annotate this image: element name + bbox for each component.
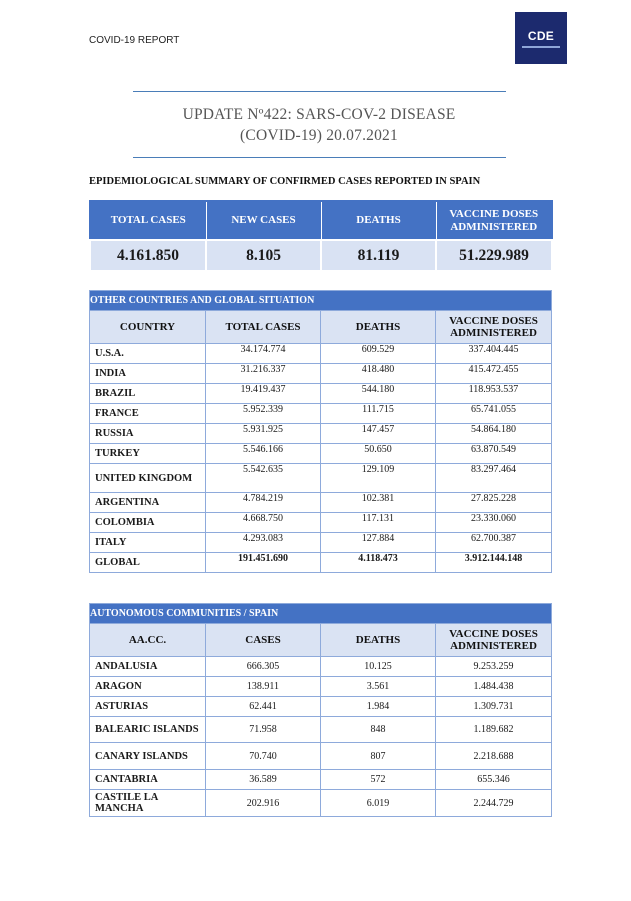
countries-banner: OTHER COUNTRIES AND GLOBAL SITUATION <box>90 291 552 311</box>
table-row <box>90 790 552 817</box>
region-name: CASTILE LA MANCHA <box>90 790 206 817</box>
region-vaccine-doses: 1.484.438 <box>436 677 552 697</box>
region-cases: 666.305 <box>206 657 321 677</box>
country-vaccine-doses: 118.953.537 <box>436 384 552 404</box>
table-row <box>90 404 552 424</box>
country-deaths: 127.884 <box>321 533 436 553</box>
country-vaccine-doses: 65.741.055 <box>436 404 552 424</box>
region-deaths: 6.019 <box>321 790 436 817</box>
title-line-1: UPDATE Nº422: SARS-COV-2 DISEASE <box>182 106 456 123</box>
value-total-cases: 4.161.850 <box>90 240 206 271</box>
country-total-cases: 4.784.219 <box>206 493 321 513</box>
regions-rows <box>90 657 552 817</box>
country-vaccine-doses: 63.870.549 <box>436 444 552 464</box>
region-name: BALEARIC ISLANDS <box>90 717 206 743</box>
region-vaccine-doses: 9.253.259 <box>436 657 552 677</box>
region-cases: 71.958 <box>206 717 321 743</box>
country-name: UNITED KINGDOM <box>90 464 206 493</box>
region-deaths: 3.561 <box>321 677 436 697</box>
country-vaccine-doses: 83.297.464 <box>436 464 552 493</box>
country-vaccine-doses: 23.330.060 <box>436 513 552 533</box>
header-region: AA.CC. <box>90 624 206 657</box>
header-vaccine-doses: VACCINE DOSES ADMINISTERED <box>436 311 552 344</box>
region-name: CANARY ISLANDS <box>90 743 206 770</box>
countries-rows <box>90 344 552 573</box>
region-deaths: 572 <box>321 770 436 790</box>
country-deaths: 102.381 <box>321 493 436 513</box>
spain-summary-table <box>89 200 553 272</box>
country-deaths: 117.131 <box>321 513 436 533</box>
country-name: BRAZIL <box>90 384 206 404</box>
header-deaths: DEATHS <box>321 201 436 240</box>
region-deaths: 10.125 <box>321 657 436 677</box>
countries-header-row <box>90 311 552 344</box>
header-total-cases: TOTAL CASES <box>90 201 206 240</box>
regions-header-row <box>90 624 552 657</box>
country-deaths: 147.457 <box>321 424 436 444</box>
country-total-cases: 34.174.774 <box>206 344 321 364</box>
title-top-rule <box>133 91 506 92</box>
region-name: CANTABRIA <box>90 770 206 790</box>
country-total-cases: 5.931.925 <box>206 424 321 444</box>
logo-underline <box>522 46 560 48</box>
header-total-cases: TOTAL CASES <box>206 311 321 344</box>
summary-header-row <box>90 201 552 240</box>
table-row <box>90 493 552 513</box>
header-cases: CASES <box>206 624 321 657</box>
country-vaccine-doses: 62.700.387 <box>436 533 552 553</box>
country-deaths: 544.180 <box>321 384 436 404</box>
table-row <box>90 464 552 493</box>
region-vaccine-doses: 2.218.688 <box>436 743 552 770</box>
table-row <box>90 364 552 384</box>
region-vaccine-doses: 1.189.682 <box>436 717 552 743</box>
country-total-cases: 19.419.437 <box>206 384 321 404</box>
country-total-cases: 191.451.690 <box>206 553 321 573</box>
country-deaths: 609.529 <box>321 344 436 364</box>
table-row <box>90 344 552 364</box>
table-row <box>90 533 552 553</box>
table-row <box>90 513 552 533</box>
table-row <box>90 384 552 404</box>
country-name: INDIA <box>90 364 206 384</box>
organization-logo <box>515 12 567 64</box>
region-name: ANDALUSIA <box>90 657 206 677</box>
header-vaccine-doses: VACCINE DOSES ADMINISTERED <box>436 201 552 240</box>
header-vaccine-doses: VACCINE DOSES ADMINISTERED <box>436 624 552 657</box>
regions-table <box>89 603 552 817</box>
country-total-cases: 5.542.635 <box>206 464 321 493</box>
table-row <box>90 717 552 743</box>
country-name: TURKEY <box>90 444 206 464</box>
country-name: RUSSIA <box>90 424 206 444</box>
country-name: ITALY <box>90 533 206 553</box>
table-row <box>90 743 552 770</box>
country-total-cases: 5.546.166 <box>206 444 321 464</box>
region-deaths: 1.984 <box>321 697 436 717</box>
table-row <box>90 444 552 464</box>
countries-table <box>89 290 552 573</box>
header-new-cases: NEW CASES <box>206 201 321 240</box>
table-row <box>90 657 552 677</box>
country-deaths: 418.480 <box>321 364 436 384</box>
region-cases: 36.589 <box>206 770 321 790</box>
table-row <box>90 553 552 573</box>
table-row <box>90 770 552 790</box>
header-deaths: DEATHS <box>321 624 436 657</box>
value-vaccine-doses: 51.229.989 <box>436 240 552 271</box>
table-row <box>90 677 552 697</box>
report-label: COVID-19 REPORT <box>89 35 180 46</box>
region-name: ASTURIAS <box>90 697 206 717</box>
region-cases: 138.911 <box>206 677 321 697</box>
country-deaths: 111.715 <box>321 404 436 424</box>
country-deaths: 4.118.473 <box>321 553 436 573</box>
country-deaths: 50.650 <box>321 444 436 464</box>
region-vaccine-doses: 1.309.731 <box>436 697 552 717</box>
value-new-cases: 8.105 <box>206 240 321 271</box>
region-vaccine-doses: 655.346 <box>436 770 552 790</box>
region-cases: 62.441 <box>206 697 321 717</box>
country-name: U.S.A. <box>90 344 206 364</box>
region-cases: 202.916 <box>206 790 321 817</box>
header-country: COUNTRY <box>90 311 206 344</box>
region-vaccine-doses: 2.244.729 <box>436 790 552 817</box>
country-name: ARGENTINA <box>90 493 206 513</box>
country-vaccine-doses: 3.912.144.148 <box>436 553 552 573</box>
logo-text: CDE <box>527 28 555 43</box>
table-row <box>90 424 552 444</box>
regions-banner: AUTONOMOUS COMMUNITIES / SPAIN <box>90 604 552 624</box>
country-total-cases: 31.216.337 <box>206 364 321 384</box>
header-deaths: DEATHS <box>321 311 436 344</box>
title-line-2: (COVID-19) 20.07.2021 <box>240 127 398 144</box>
country-total-cases: 5.952.339 <box>206 404 321 424</box>
country-name: GLOBAL <box>90 553 206 573</box>
country-vaccine-doses: 27.825.228 <box>436 493 552 513</box>
country-deaths: 129.109 <box>321 464 436 493</box>
country-name: FRANCE <box>90 404 206 424</box>
country-vaccine-doses: 54.864.180 <box>436 424 552 444</box>
country-name: COLOMBIA <box>90 513 206 533</box>
region-name: ARAGON <box>90 677 206 697</box>
table-row <box>90 697 552 717</box>
summary-section-title: EPIDEMIOLOGICAL SUMMARY OF CONFIRMED CASES REPORTED IN SPAIN <box>89 176 481 187</box>
title-bottom-rule <box>133 157 506 158</box>
region-deaths: 807 <box>321 743 436 770</box>
country-vaccine-doses: 415.472.455 <box>436 364 552 384</box>
value-deaths: 81.119 <box>321 240 436 271</box>
region-cases: 70.740 <box>206 743 321 770</box>
country-total-cases: 4.668.750 <box>206 513 321 533</box>
country-total-cases: 4.293.083 <box>206 533 321 553</box>
region-deaths: 848 <box>321 717 436 743</box>
country-vaccine-doses: 337.404.445 <box>436 344 552 364</box>
page-title <box>89 104 549 146</box>
summary-value-row <box>90 240 552 271</box>
